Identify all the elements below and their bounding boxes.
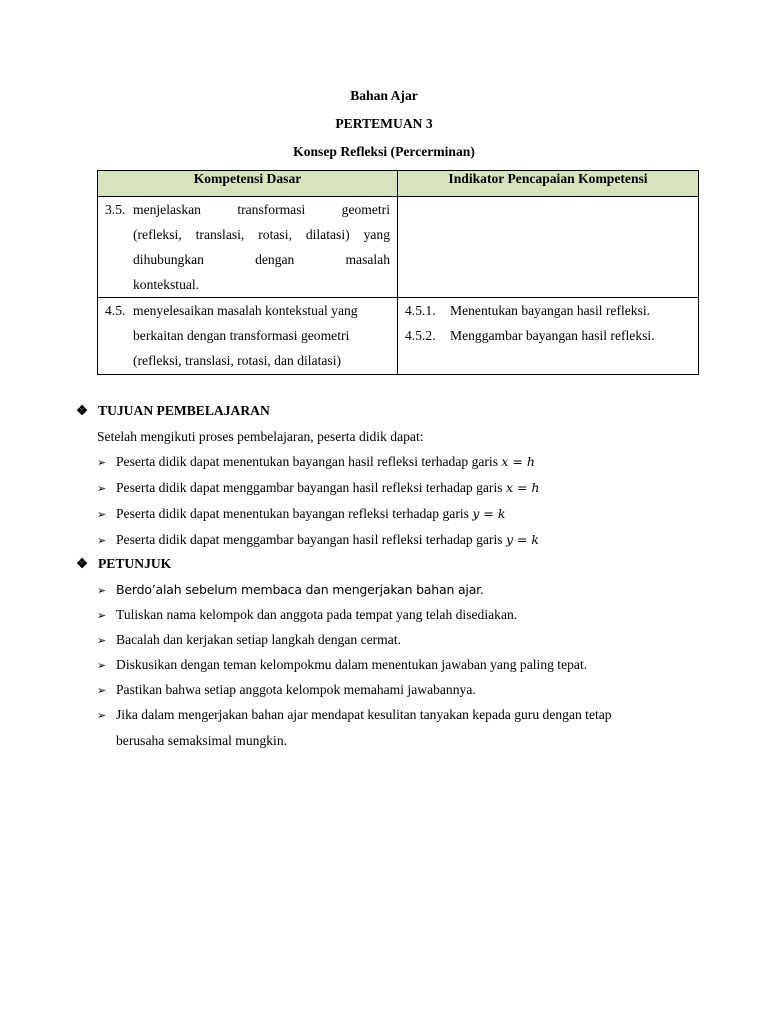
arrow-bullet-icon: ➢ [97, 535, 107, 547]
indicator-number: 4.5.1. [405, 303, 436, 318]
arrow-bullet-icon: ➢ [97, 509, 107, 521]
arrow-bullet-icon: ➢ [97, 685, 107, 697]
kd-cell [98, 298, 398, 375]
list-item [97, 501, 697, 528]
list-item-text: Tuliskan nama kelompok dan anggota pada tempat yang telah disediakan. [116, 607, 518, 622]
competency-table [97, 170, 699, 375]
list-item-continuation: berusaha semaksimal mungkin. [116, 733, 288, 748]
kd-cell [98, 197, 398, 298]
section-petunjuk-heading [76, 556, 171, 572]
list-item-text: Peserta didik dapat menentukan bayangan hasil refleksi terhadap garis [116, 454, 498, 469]
kd-line: berkaitan dengan transformasi geometri [133, 328, 350, 343]
arrow-bullet-icon: ➢ [97, 457, 107, 469]
arrow-bullet-icon: ➢ [97, 483, 107, 495]
topic-title: Konsep Refleksi (Percerminan) [293, 144, 475, 159]
math-expression: x = h [501, 454, 535, 469]
indicator-cell [398, 197, 699, 298]
indicator-text: Menentukan bayangan hasil refleksi. [450, 303, 651, 318]
kd-line: kontekstual. [133, 277, 200, 292]
kd-line: menyelesaikan masalah kontekstual yang [133, 303, 358, 318]
list-item [97, 652, 697, 679]
section-title: PETUNJUK [98, 556, 172, 571]
arrow-bullet-icon: ➢ [97, 635, 107, 647]
indicator-cell [398, 298, 699, 375]
table-header-kd: Kompetensi Dasar [98, 171, 398, 197]
kd-line: (refleksi, translasi, rotasi, dan dilatasi) [133, 353, 341, 368]
document-title: Bahan Ajar [350, 88, 418, 103]
arrow-bullet-icon: ➢ [97, 610, 107, 622]
list-item-text: Peserta didik dapat menggambar bayangan hasil refleksi terhadap garis [116, 532, 503, 547]
list-item [97, 449, 697, 476]
list-item [97, 677, 697, 704]
list-item-text: Pastikan bahwa setiap anggota kelompok memahami jawabannya. [116, 682, 476, 697]
list-item [97, 627, 697, 654]
diamond-bullet-icon: ❖ [76, 403, 89, 418]
table-header-row [98, 171, 699, 197]
table-row [98, 298, 699, 375]
kd-line: menjelaskan transformasi geometri [133, 202, 390, 217]
list-item-text: Diskusikan dengan teman kelompokmu dalam menentukan jawaban yang paling tepat. [116, 657, 588, 672]
section-title: TUJUAN PEMBELAJARAN [98, 403, 270, 418]
list-item-text: Berdo’alah sebelum membaca dan mengerjakan bahan ajar. [116, 582, 484, 597]
list-item-text: Bacalah dan kerjakan setiap langkah dengan cermat. [116, 632, 401, 647]
kd-line: (refleksi, translasi, rotasi, dilatasi) yang [133, 227, 390, 242]
math-expression: y = k [472, 506, 506, 521]
table-header-indicator: Indikator Pencapaian Kompetensi [398, 171, 699, 197]
table-row [98, 197, 699, 298]
kd-line: dihubungkan dengan masalah [133, 252, 390, 267]
list-item [97, 702, 697, 729]
math-expression: y = k [505, 532, 539, 547]
list-item-text: Jika dalam mengerjakan bahan ajar mendapat kesulitan tanyakan kepada guru dengan tetap [116, 707, 612, 722]
math-expression: x = h [505, 480, 540, 495]
arrow-bullet-icon: ➢ [97, 710, 107, 722]
indicator-text: Menggambar bayangan hasil refleksi. [450, 328, 655, 343]
list-item-text: Peserta didik dapat menggambar bayangan hasil refleksi terhadap garis [116, 480, 503, 495]
arrow-bullet-icon: ➢ [97, 585, 107, 597]
arrow-bullet-icon: ➢ [97, 660, 107, 672]
tujuan-intro: Setelah mengikuti proses pembelajaran, peserta didik dapat: [97, 429, 424, 444]
list-item [97, 602, 697, 629]
list-item-text: Peserta didik dapat menentukan bayangan refleksi terhadap garis [116, 506, 469, 521]
kd-number: 4.5. [105, 303, 126, 318]
meeting-title: PERTEMUAN 3 [335, 116, 433, 131]
list-item [97, 577, 697, 604]
diamond-bullet-icon: ❖ [76, 556, 89, 571]
list-item [97, 527, 697, 554]
indicator-number: 4.5.2. [405, 328, 436, 343]
kd-number: 3.5. [105, 202, 126, 217]
list-item [97, 475, 697, 502]
section-tujuan-heading [76, 403, 270, 419]
